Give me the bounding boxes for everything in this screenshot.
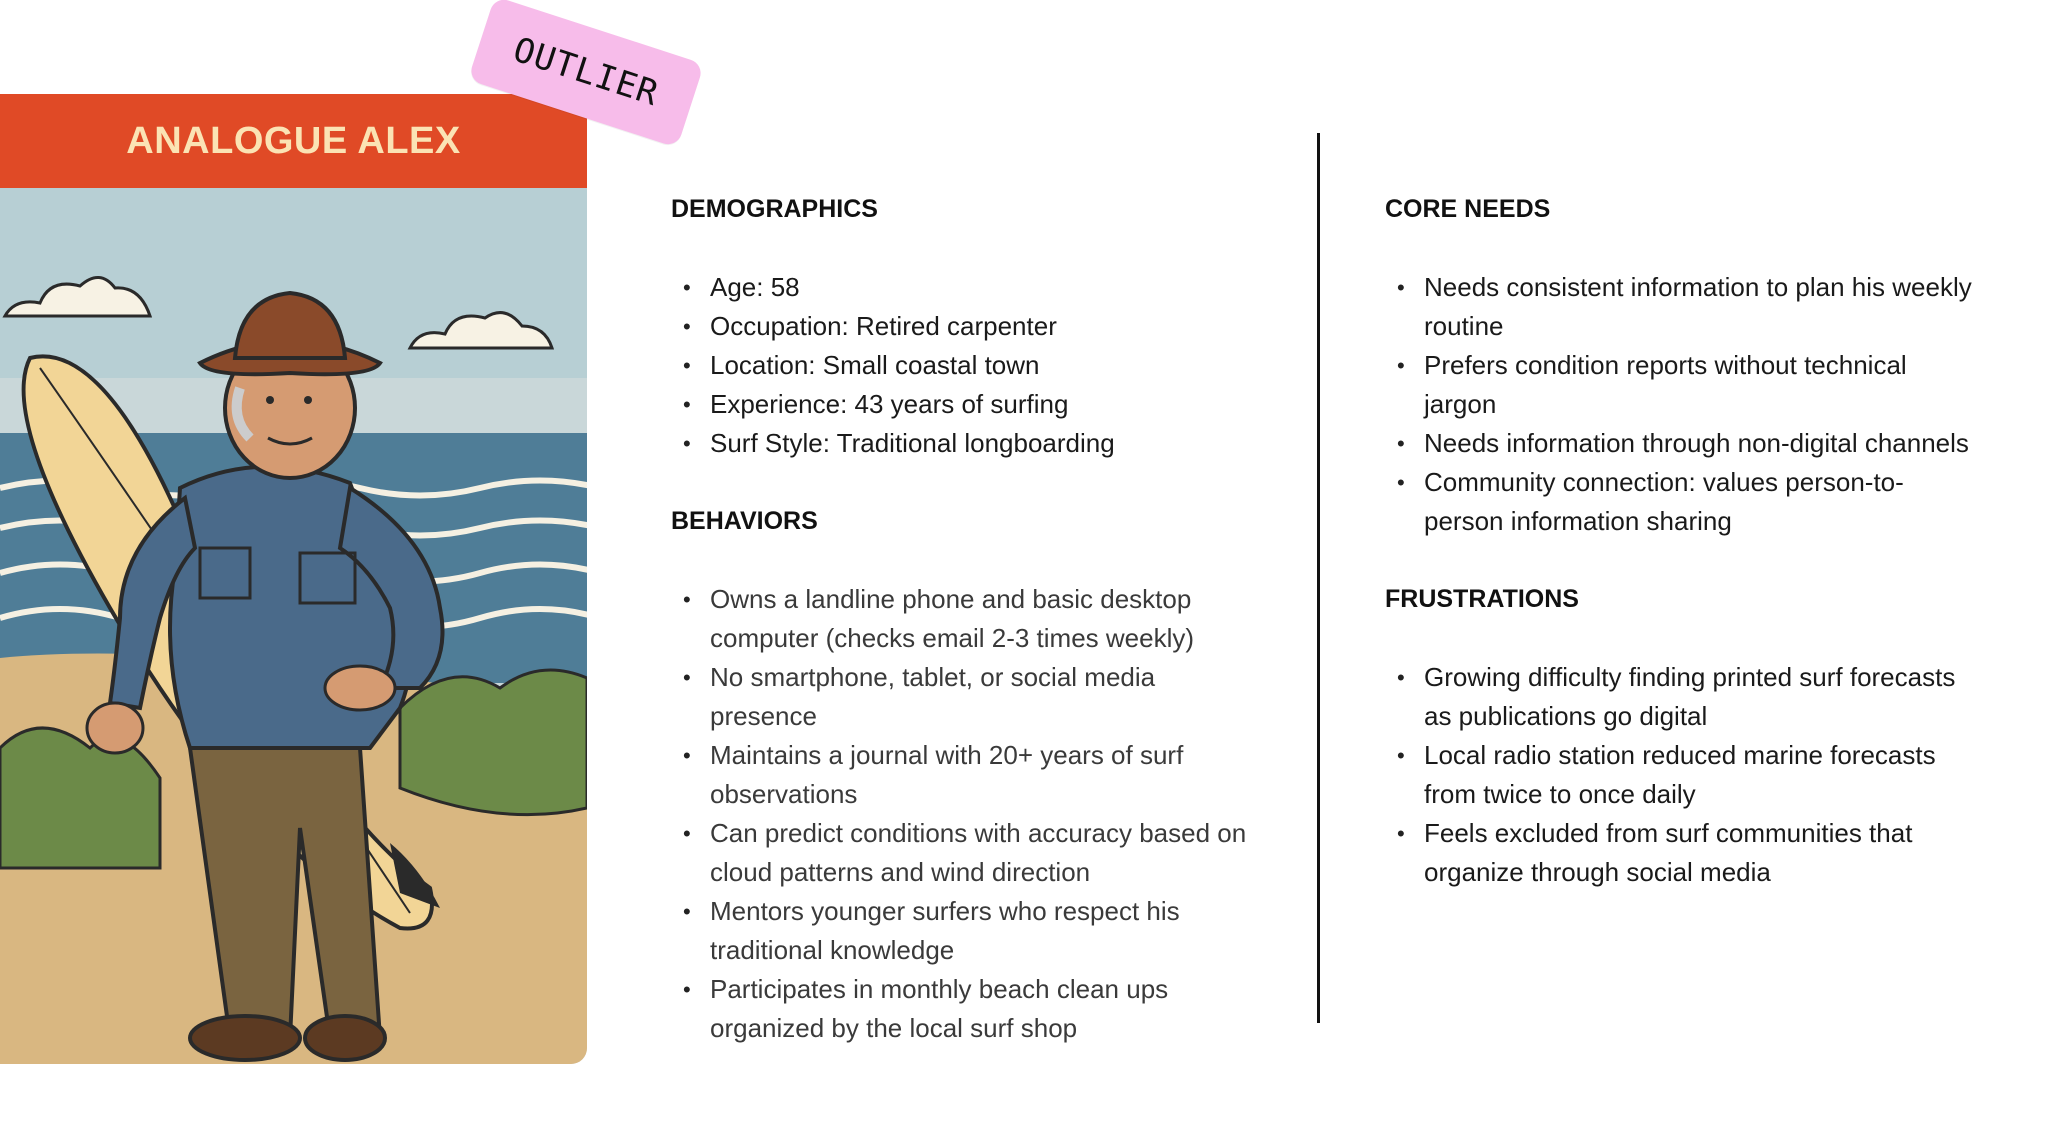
list-item: • Participates in monthly beach clean ups organized by the local surf shop: [671, 970, 1271, 1048]
list-item: • Location: Small coastal town: [671, 346, 1271, 385]
list-item: • Community connection: values person-to- person information sharing: [1385, 463, 2005, 541]
list-item: • Prefers condition reports without technical jargon: [1385, 346, 2005, 424]
list-item: • Maintains a journal with 20+ years of surf observations: [671, 736, 1271, 814]
list-item: • Needs consistent information to plan his weekly routine: [1385, 268, 2005, 346]
list-item: • Can predict conditions with accuracy based on cloud patterns and wind direction: [671, 814, 1271, 892]
demographics-title: DEMOGRAPHICS: [671, 195, 878, 223]
left-column: [671, 190, 1271, 1048]
persona-name: ANALOGUE ALEX: [126, 119, 461, 162]
list-item: • Needs information through non-digital channels: [1385, 424, 2005, 463]
outlier-tag-label: OUTLIER: [508, 29, 664, 115]
frustrations-list: [1385, 658, 2005, 892]
list-item: • Experience: 43 years of surfing: [671, 385, 1271, 424]
persona-header: [0, 94, 587, 188]
list-item: • Owns a landline phone and basic desktop computer (checks email 2-3 times weekly): [671, 580, 1271, 658]
list-item: • Age: 58: [671, 268, 1271, 307]
list-item: • No smartphone, tablet, or social media presence: [671, 658, 1271, 736]
list-item: • Surf Style: Traditional longboarding: [671, 424, 1271, 463]
behaviors-title: BEHAVIORS: [671, 507, 818, 535]
list-item: • Mentors younger surfers who respect his traditional knowledge: [671, 892, 1271, 970]
list-item: • Growing difficulty finding printed surf forecasts as publications go digital: [1385, 658, 2005, 736]
persona-illustration: [0, 188, 587, 1064]
core-needs-list: [1385, 268, 2005, 541]
list-item: • Local radio station reduced marine forecasts from twice to once daily: [1385, 736, 2005, 814]
demographics-list: [671, 268, 1271, 463]
list-item: • Occupation: Retired carpenter: [671, 307, 1271, 346]
list-item: • Feels excluded from surf communities that organize through social media: [1385, 814, 2005, 892]
column-divider: [1317, 133, 1320, 1023]
right-column: [1385, 190, 2005, 892]
frustrations-title: FRUSTRATIONS: [1385, 585, 1579, 613]
persona-card: [0, 94, 587, 1064]
core-needs-title: CORE NEEDS: [1385, 195, 1551, 223]
behaviors-list: [671, 580, 1271, 1048]
